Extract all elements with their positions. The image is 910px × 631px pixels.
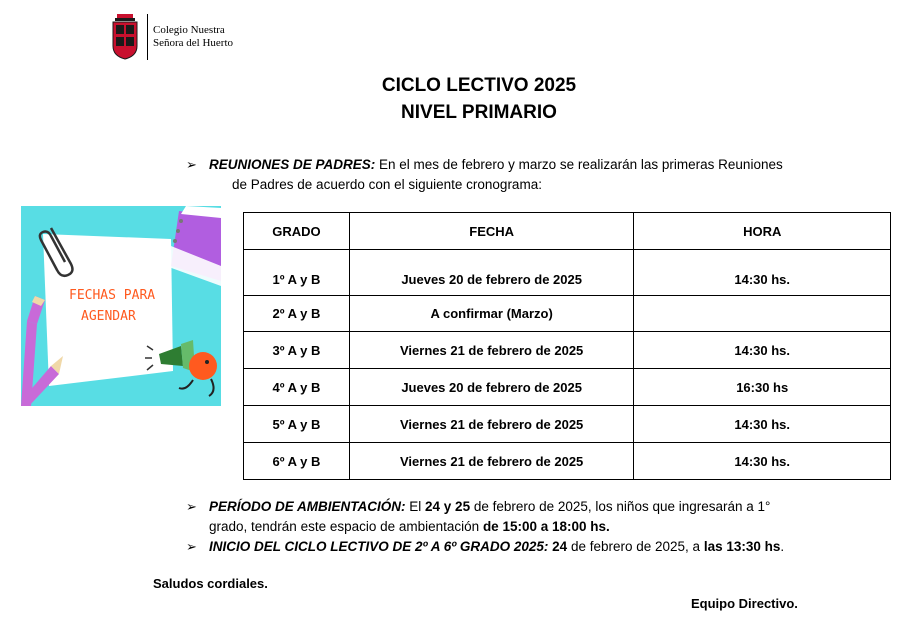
reuniones-paragraph xyxy=(209,154,809,175)
cell-fecha: A confirmar (Marzo) xyxy=(349,296,634,332)
cell-grado: 5º A y B xyxy=(244,406,350,443)
cell-grado: 2º A y B xyxy=(244,296,350,332)
ambientacion-part3: grado, tendrán este espacio de ambientación xyxy=(209,519,483,534)
inicio-paragraph xyxy=(209,536,784,557)
cell-fecha: Viernes 21 de febrero de 2025 xyxy=(349,332,634,369)
closing-signature: Equipo Directivo. xyxy=(691,596,798,611)
table-row xyxy=(244,443,891,480)
title-line2: NIVEL PRIMARIO xyxy=(401,102,557,123)
bullet-arrow-icon: ➢ xyxy=(186,157,197,172)
table-row xyxy=(244,296,891,332)
header-fecha: FECHA xyxy=(349,213,634,250)
reuniones-text2: de Padres de acuerdo con el siguiente cronograma: xyxy=(232,177,542,192)
cell-grado: 1º A y B xyxy=(244,250,350,296)
inicio-day: 24 xyxy=(548,539,568,554)
bullet-arrow-icon: ➢ xyxy=(186,499,197,514)
school-name-line1: Colegio Nuestra xyxy=(153,24,225,36)
illustration-text-line2: AGENDAR xyxy=(81,309,136,324)
cell-fecha: Jueves 20 de febrero de 2025 xyxy=(349,369,634,406)
cell-hora: 14:30 hs. xyxy=(634,443,891,480)
illustration-text-line1: FECHAS PARA xyxy=(69,288,156,303)
cell-fecha: Jueves 20 de febrero de 2025 xyxy=(349,250,634,296)
ambientacion-part1: El xyxy=(405,499,426,514)
notebook-icon xyxy=(166,206,221,286)
schedule-table xyxy=(243,212,891,480)
ambientacion-hours: de 15:00 a 18:00 hs. xyxy=(482,519,610,534)
ambientacion-paragraph xyxy=(209,496,809,517)
table-row xyxy=(244,406,891,443)
school-header xyxy=(112,14,233,60)
cell-fecha: Viernes 21 de febrero de 2025 xyxy=(349,406,634,443)
closing-greeting: Saludos cordiales. xyxy=(153,576,268,591)
document-title xyxy=(0,72,910,126)
ambientacion-label: PERÍODO DE AMBIENTACIÓN: xyxy=(209,499,406,514)
fechas-para-agendar-illustration xyxy=(21,206,221,406)
school-crest-icon xyxy=(112,14,138,60)
cell-hora: 14:30 hs. xyxy=(634,332,891,369)
school-name-line2: Señora del Huerto xyxy=(153,37,234,49)
inicio-label: INICIO DEL CICLO LECTIVO DE 2º A 6º GRADO 2025: xyxy=(209,539,549,554)
inicio-part2: . xyxy=(780,539,785,554)
cell-hora: 14:30 hs. xyxy=(634,250,891,296)
header-hora: HORA xyxy=(634,213,891,250)
inicio-time: las 13:30 hs xyxy=(703,539,781,554)
cell-grado: 4º A y B xyxy=(244,369,350,406)
cell-grado: 3º A y B xyxy=(244,332,350,369)
table-header-row xyxy=(244,213,891,250)
illustration-art xyxy=(21,206,221,406)
table-row xyxy=(244,250,891,296)
cell-hora: 16:30 hs xyxy=(634,369,891,406)
bullet-arrow-icon: ➢ xyxy=(186,539,197,554)
title-line1: CICLO LECTIVO 2025 xyxy=(381,75,577,96)
cell-fecha: Viernes 21 de febrero de 2025 xyxy=(349,443,634,480)
header-divider xyxy=(147,14,148,60)
cell-grado: 6º A y B xyxy=(244,443,350,480)
reuniones-label: REUNIONES DE PADRES: xyxy=(209,157,376,172)
school-name xyxy=(153,24,233,50)
table-row xyxy=(244,332,891,369)
table-row xyxy=(244,369,891,406)
ambientacion-dates: 24 y 25 xyxy=(425,499,471,514)
reuniones-text1: En el mes de febrero y marzo se realizarán las primeras Reuniones xyxy=(375,157,783,172)
cell-hora: 14:30 hs. xyxy=(634,406,891,443)
inicio-part1: de febrero de 2025, a xyxy=(567,539,704,554)
header-grado: GRADO xyxy=(244,213,350,250)
cell-hora xyxy=(634,296,891,332)
ambientacion-line2 xyxy=(209,516,610,537)
ambientacion-part2: de febrero de 2025, los niños que ingresarán a 1° xyxy=(470,499,771,514)
